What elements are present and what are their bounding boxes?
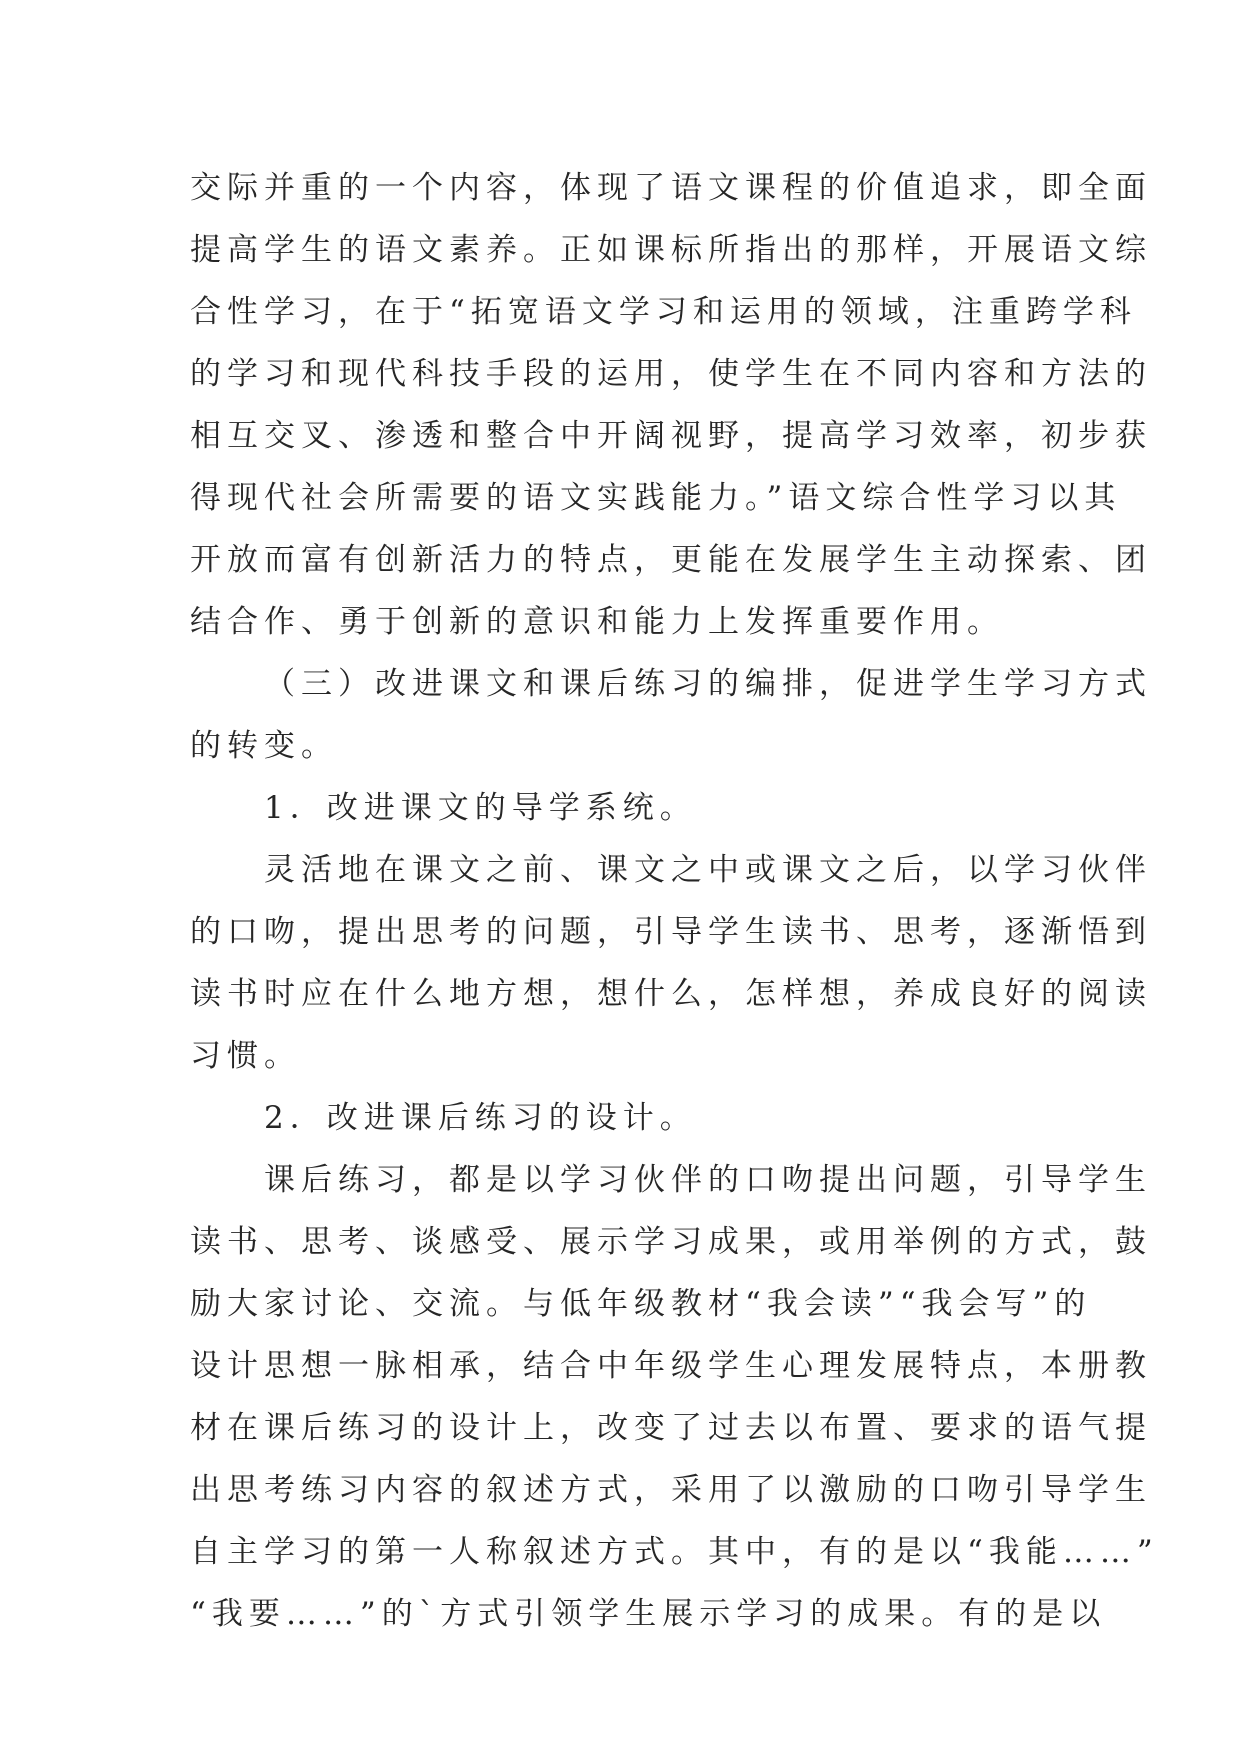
text-line: 合性学习，在于“拓宽语文学习和运用的领域，注重跨学科 bbox=[190, 294, 1137, 330]
section-heading: （三）改进课文和课后练习的编排，促进学生学习方式 bbox=[264, 666, 1152, 702]
text-line: 设计思想一脉相承，结合中年级学生心理发展特点，本册教 bbox=[190, 1348, 1152, 1384]
text-line: 提高学生的语文素养。正如课标所指出的那样，开展语文综 bbox=[190, 232, 1152, 268]
subsection-heading: 1．改进课文的导学系统。 bbox=[264, 790, 697, 826]
text-line: 课后练习，都是以学习伙伴的口吻提出问题，引导学生 bbox=[264, 1162, 1152, 1198]
text-line: 的口吻，提出思考的问题，引导学生读书、思考，逐渐悟到 bbox=[190, 914, 1152, 950]
text-line: 习惯。 bbox=[190, 1038, 301, 1074]
text-line: 开放而富有创新活力的特点，更能在发展学生主动探索、团 bbox=[190, 542, 1152, 578]
text-line: 得现代社会所需要的语文实践能力。”语文综合性学习以其 bbox=[190, 480, 1122, 516]
text-line: 自主学习的第一人称叙述方式。其中，有的是以“我能……” bbox=[190, 1534, 1159, 1570]
text-line: 相互交叉、渗透和整合中开阔视野，提高学习效率，初步获 bbox=[190, 418, 1152, 454]
text-line: 的转变。 bbox=[190, 728, 338, 764]
subsection-heading: 2．改进课后练习的设计。 bbox=[264, 1100, 697, 1136]
text-line: “我要……”的`方式引领学生展示学习的成果。有的是以 bbox=[190, 1596, 1107, 1632]
text-line: 结合作、勇于创新的意识和能力上发挥重要作用。 bbox=[190, 604, 1004, 640]
text-line: 出思考练习内容的叙述方式，采用了以激励的口吻引导学生 bbox=[190, 1472, 1152, 1508]
text-line: 的学习和现代科技手段的运用，使学生在不同内容和方法的 bbox=[190, 356, 1152, 392]
text-line: 励大家讨论、交流。与低年级教材“我会读”“我会写”的 bbox=[190, 1286, 1092, 1322]
text-line: 读书、思考、谈感受、展示学习成果，或用举例的方式，鼓 bbox=[190, 1224, 1152, 1260]
text-line: 材在课后练习的设计上，改变了过去以布置、要求的语气提 bbox=[190, 1410, 1152, 1446]
text-line: 读书时应在什么地方想，想什么，怎样想，养成良好的阅读 bbox=[190, 976, 1152, 1012]
text-line: 灵活地在课文之前、课文之中或课文之后，以学习伙伴 bbox=[264, 852, 1152, 888]
text-line: 交际并重的一个内容，体现了语文课程的价值追求，即全面 bbox=[190, 170, 1152, 206]
body-text bbox=[190, 157, 1159, 1645]
